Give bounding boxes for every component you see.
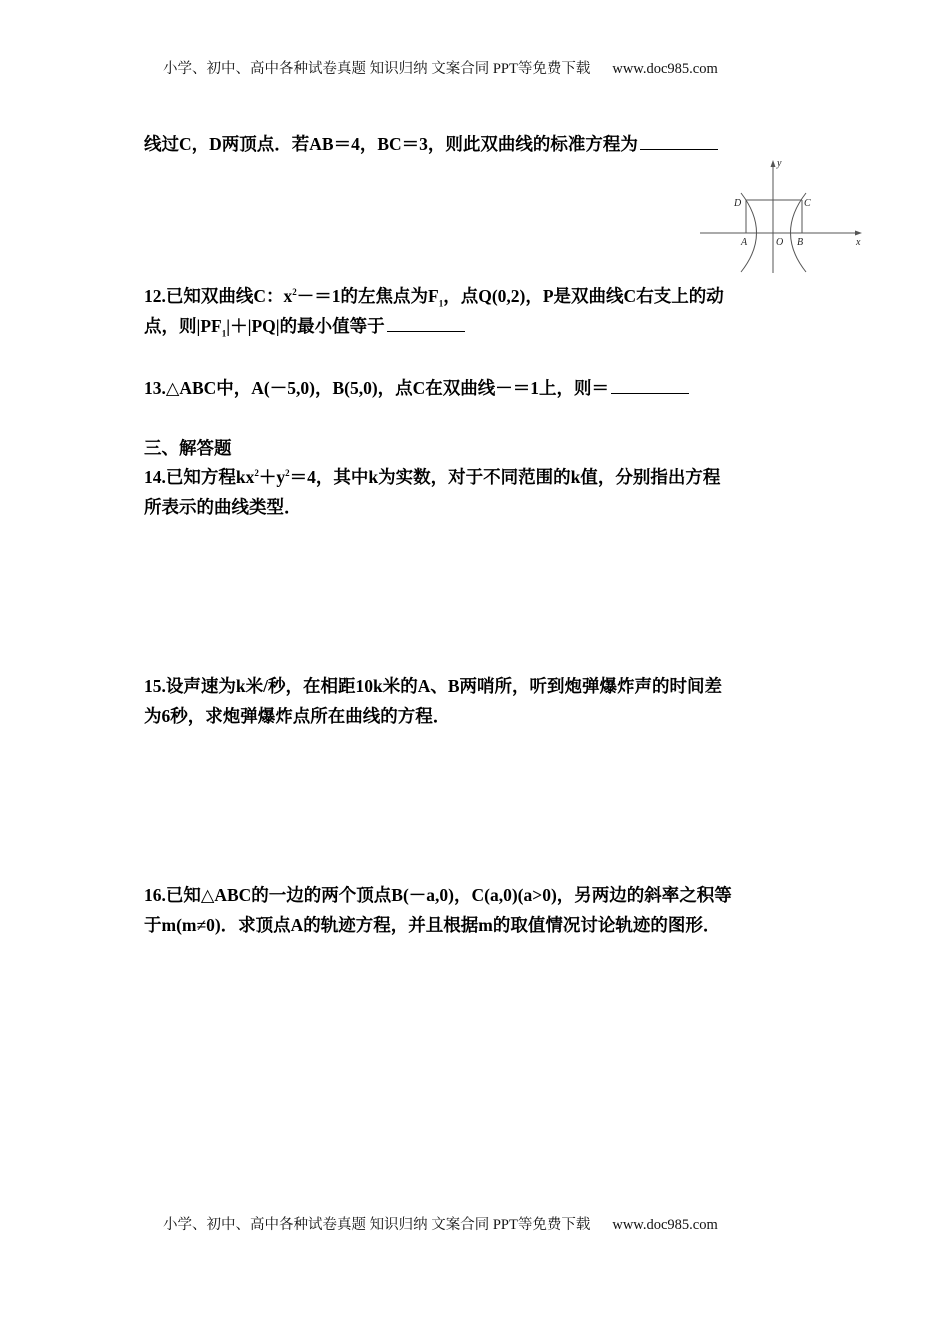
label-o: O xyxy=(776,237,784,248)
label-a: A xyxy=(741,237,748,248)
page-header xyxy=(163,57,803,78)
hyperbola-diagram xyxy=(690,152,870,280)
q12-text-a: 12.已知双曲线C：x xyxy=(144,286,293,306)
q15-text-b: 为6秒，求炮弹爆炸点所在曲线的方程． xyxy=(144,706,451,726)
q12-answer-blank xyxy=(387,315,465,332)
label-y: y xyxy=(777,158,782,169)
q12-text-b: －＝1的左焦点为F xyxy=(296,286,439,306)
q16-text-a: 16.已知△ABC的一边的两个顶点B(－a,0)，C(a,0)(a>0)，另两边的斜率之积等 xyxy=(144,885,732,905)
footer-site-link[interactable]: www.doc985.com xyxy=(612,1217,718,1233)
q14-text-c: ＝4，其中k为实数，对于不同范围的k值，分别指出方程 xyxy=(289,467,721,487)
q14-text-a: 14.已知方程kx xyxy=(144,467,255,487)
q15-line-1 xyxy=(144,675,722,697)
q14-text-d: 所表示的曲线类型． xyxy=(144,497,302,517)
q14-line-2 xyxy=(144,496,302,518)
q15-line-2 xyxy=(144,705,450,727)
q15-text-a: 15.设声速为k米/秒，在相距10k米的A、B两哨所，听到炮弹爆炸声的时间差 xyxy=(144,676,723,696)
q16-line-1 xyxy=(144,884,732,906)
q13-text: 13.△ABC中，A(－5,0)，B(5,0)，点C在双曲线－＝1上，则＝ xyxy=(144,378,610,398)
q14-line-1 xyxy=(144,466,720,488)
q16-text-b: 于m(m≠0)．求顶点A的轨迹方程，并且根据m的取值情况讨论轨迹的图形． xyxy=(144,915,721,935)
q14-sup-1: 2 xyxy=(254,468,259,479)
q16-line-2 xyxy=(144,914,720,936)
page-footer xyxy=(163,1213,803,1234)
q14-sup-2: 2 xyxy=(285,468,290,479)
footer-text: 小学、初中、高中各种试卷真题 知识归纳 文案合同 PPT等免费下载 xyxy=(163,1217,591,1233)
header-text: 小学、初中、高中各种试卷真题 知识归纳 文案合同 PPT等免费下载 xyxy=(163,61,591,77)
q12-text-d: 点，则|PF xyxy=(144,316,222,336)
x-axis-arrow-icon xyxy=(855,231,862,236)
q12-sub-2: 1 xyxy=(221,328,227,339)
label-c: C xyxy=(804,198,811,209)
q13-line-1 xyxy=(144,377,689,399)
section-title xyxy=(144,437,232,459)
q13-answer-blank xyxy=(611,377,689,394)
q12-sup: 2 xyxy=(292,287,297,298)
y-axis-arrow-icon xyxy=(771,160,776,167)
q12-text-e: |＋|PQ|的最小值等于 xyxy=(226,316,385,336)
q11-answer-blank xyxy=(640,133,718,150)
label-x: x xyxy=(856,237,861,248)
q12-line-2 xyxy=(144,315,465,337)
q12-text-c: ，点Q(0,2)，P是双曲线C右支上的动 xyxy=(443,286,724,306)
q11-text: 线过C，D两顶点．若AB＝4，BC＝3，则此双曲线的标准方程为 xyxy=(144,134,638,154)
label-b: B xyxy=(797,237,804,248)
q14-text-b: ＋y xyxy=(258,467,286,487)
q11-line-1 xyxy=(144,133,718,155)
header-site-link[interactable]: www.doc985.com xyxy=(612,61,718,77)
label-d: D xyxy=(734,198,742,209)
q12-line-1 xyxy=(144,285,724,307)
section-3-title: 三、解答题 xyxy=(144,438,232,458)
q12-sub: 1 xyxy=(438,298,444,309)
